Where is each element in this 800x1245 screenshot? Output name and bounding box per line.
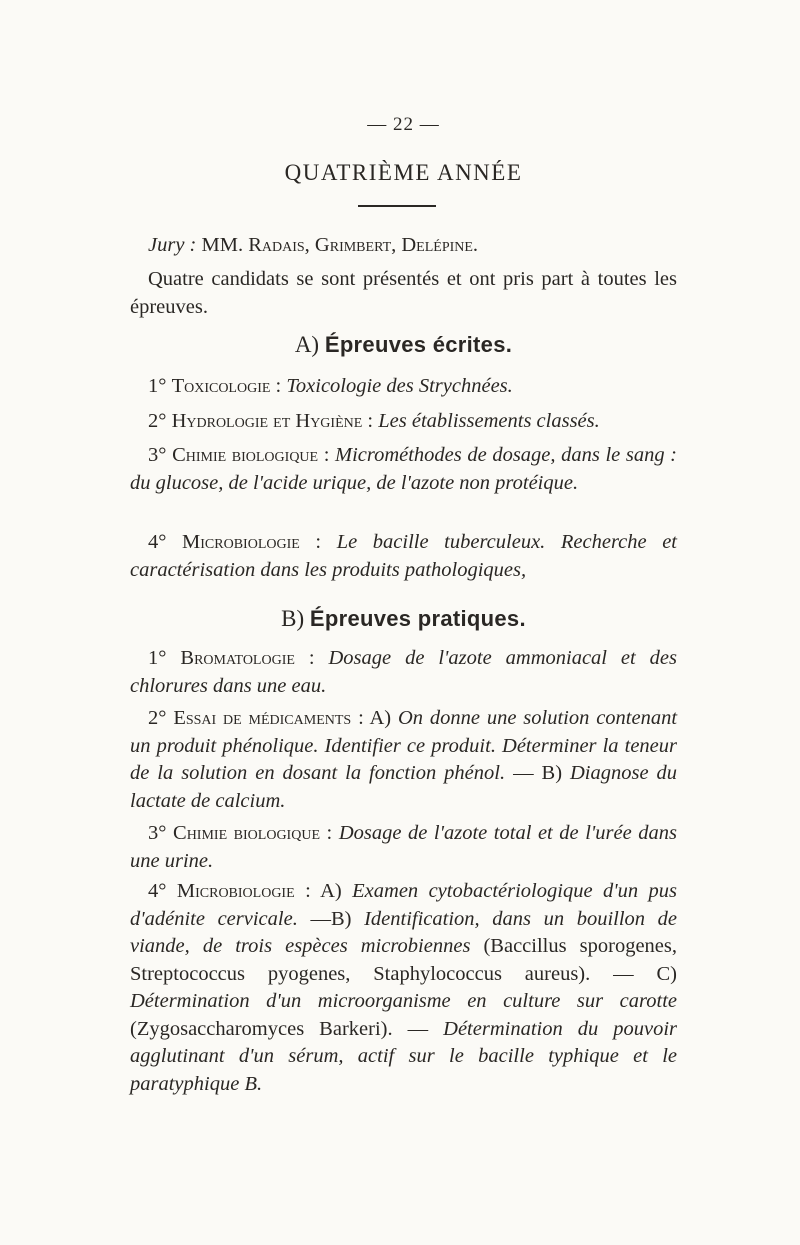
item-subject: Essai de médicaments [173,707,352,729]
section-a-prefix: A) [294,332,320,357]
item-topic: Dosage de l'azote ammoniacal et des chlorures dans une eau. [130,647,677,697]
item-subject: Chimie biologique [173,822,320,844]
written-item-3 [130,442,677,497]
practical-item-1 [130,645,677,700]
item-number: 4° [148,880,167,902]
part-b-label: B) [541,762,563,784]
item-topic: Dosage de l'azote total et de l'urée dans une urine. [130,822,677,872]
jury-label: Jury : [148,234,197,256]
part-b-text: Identification, dans un bouillon de viande, de trois espèces microbiennes [130,907,678,957]
item-subject: Hydrologie et Hygiène [171,410,363,432]
item-topic: Les établissements classés. [378,410,600,432]
section-b-heading [130,606,677,632]
part-c-text: Détermination d'un microorganisme en culture sur carotte [130,990,677,1012]
species-name: (Zygosaccharomyces Barkeri). [130,1017,393,1040]
item-subject: Bromatologie [180,647,295,669]
item-number: 1° [148,647,167,669]
item-subject: Toxicologie [171,375,271,397]
item-topic: Toxicologie des Strychnées. [286,375,513,397]
written-item-1 [130,373,677,401]
item-number: 2° [148,707,167,729]
section-a-title: Épreuves écrites. [324,332,513,357]
page-number: — 22 — [367,114,440,135]
item-separator: : [294,880,321,902]
item-subject: Microbiologie [182,531,300,553]
part-b-label: B) [330,907,352,930]
item-dash: — [505,762,542,784]
item-dash: — [392,1017,444,1040]
item-number: 3° [148,822,167,844]
part-b-text: Diagnose du lactate de calcium. [130,762,677,812]
part-d-text: Détermination du pouvoir agglutinant d'un sérum, actif sur le bacille typhique et le paratyphique B. [130,1017,678,1095]
part-a-text: On donne une solution contenant un produit phénolique. Identifier ce produit. Déterminer la teneur de la solution en dosant la fonction phénol. [130,707,678,784]
practical-item-3 [130,820,677,875]
page-title: QUATRIÈME ANNÉE [284,160,523,185]
jury-line [130,232,677,260]
document-page [130,0,677,1245]
item-topic: Microméthodes de dosage, dans le sang : du glucose, de l'acide urique, de l'azote non protéique. [130,444,677,494]
item-separator: : [294,647,329,669]
practical-item-2 [130,705,677,815]
item-number: 2° [148,410,167,432]
part-a-label: A) [369,707,392,729]
item-subject: Microbiologie [176,880,295,902]
title-divider [358,205,436,207]
item-separator: : [270,375,287,397]
part-a-text: Examen cytobactériologique d'un pus d'adénite cervicale. [130,880,677,930]
intro-paragraph: Quatre candidats se sont présentés et ont pris part à toutes les épreuves. [130,268,677,318]
item-dash: — [590,962,657,985]
jury-members: MM. Radais, Grimbert, Delépine. [196,234,479,256]
item-separator: : [351,707,370,729]
item-subject: Chimie biologique [172,444,319,466]
section-b-title: Épreuves pratiques. [309,606,526,631]
item-separator: : [299,531,337,553]
item-topic: Le bacille tuberculeux. Recherche et caractérisation dans les produits pathologiques, [130,531,677,581]
species-list: (Baccillus sporogenes, Streptococcus pyogenes, Staphylococcus aureus). [130,935,677,985]
item-number: 4° [148,531,167,553]
written-item-4 [130,529,677,584]
item-separator: : [320,822,339,844]
section-a-heading [130,332,677,358]
part-a-label: A) [320,880,342,902]
item-number: 3° [148,444,167,466]
practical-item-4 [130,878,677,1098]
item-separator: : [362,410,379,432]
part-c-label: C) [656,962,677,985]
item-separator: : [318,444,335,466]
section-b-prefix: B) [281,606,305,631]
item-dash: — [297,907,331,930]
item-number: 1° [148,375,167,397]
written-item-2 [130,408,677,436]
